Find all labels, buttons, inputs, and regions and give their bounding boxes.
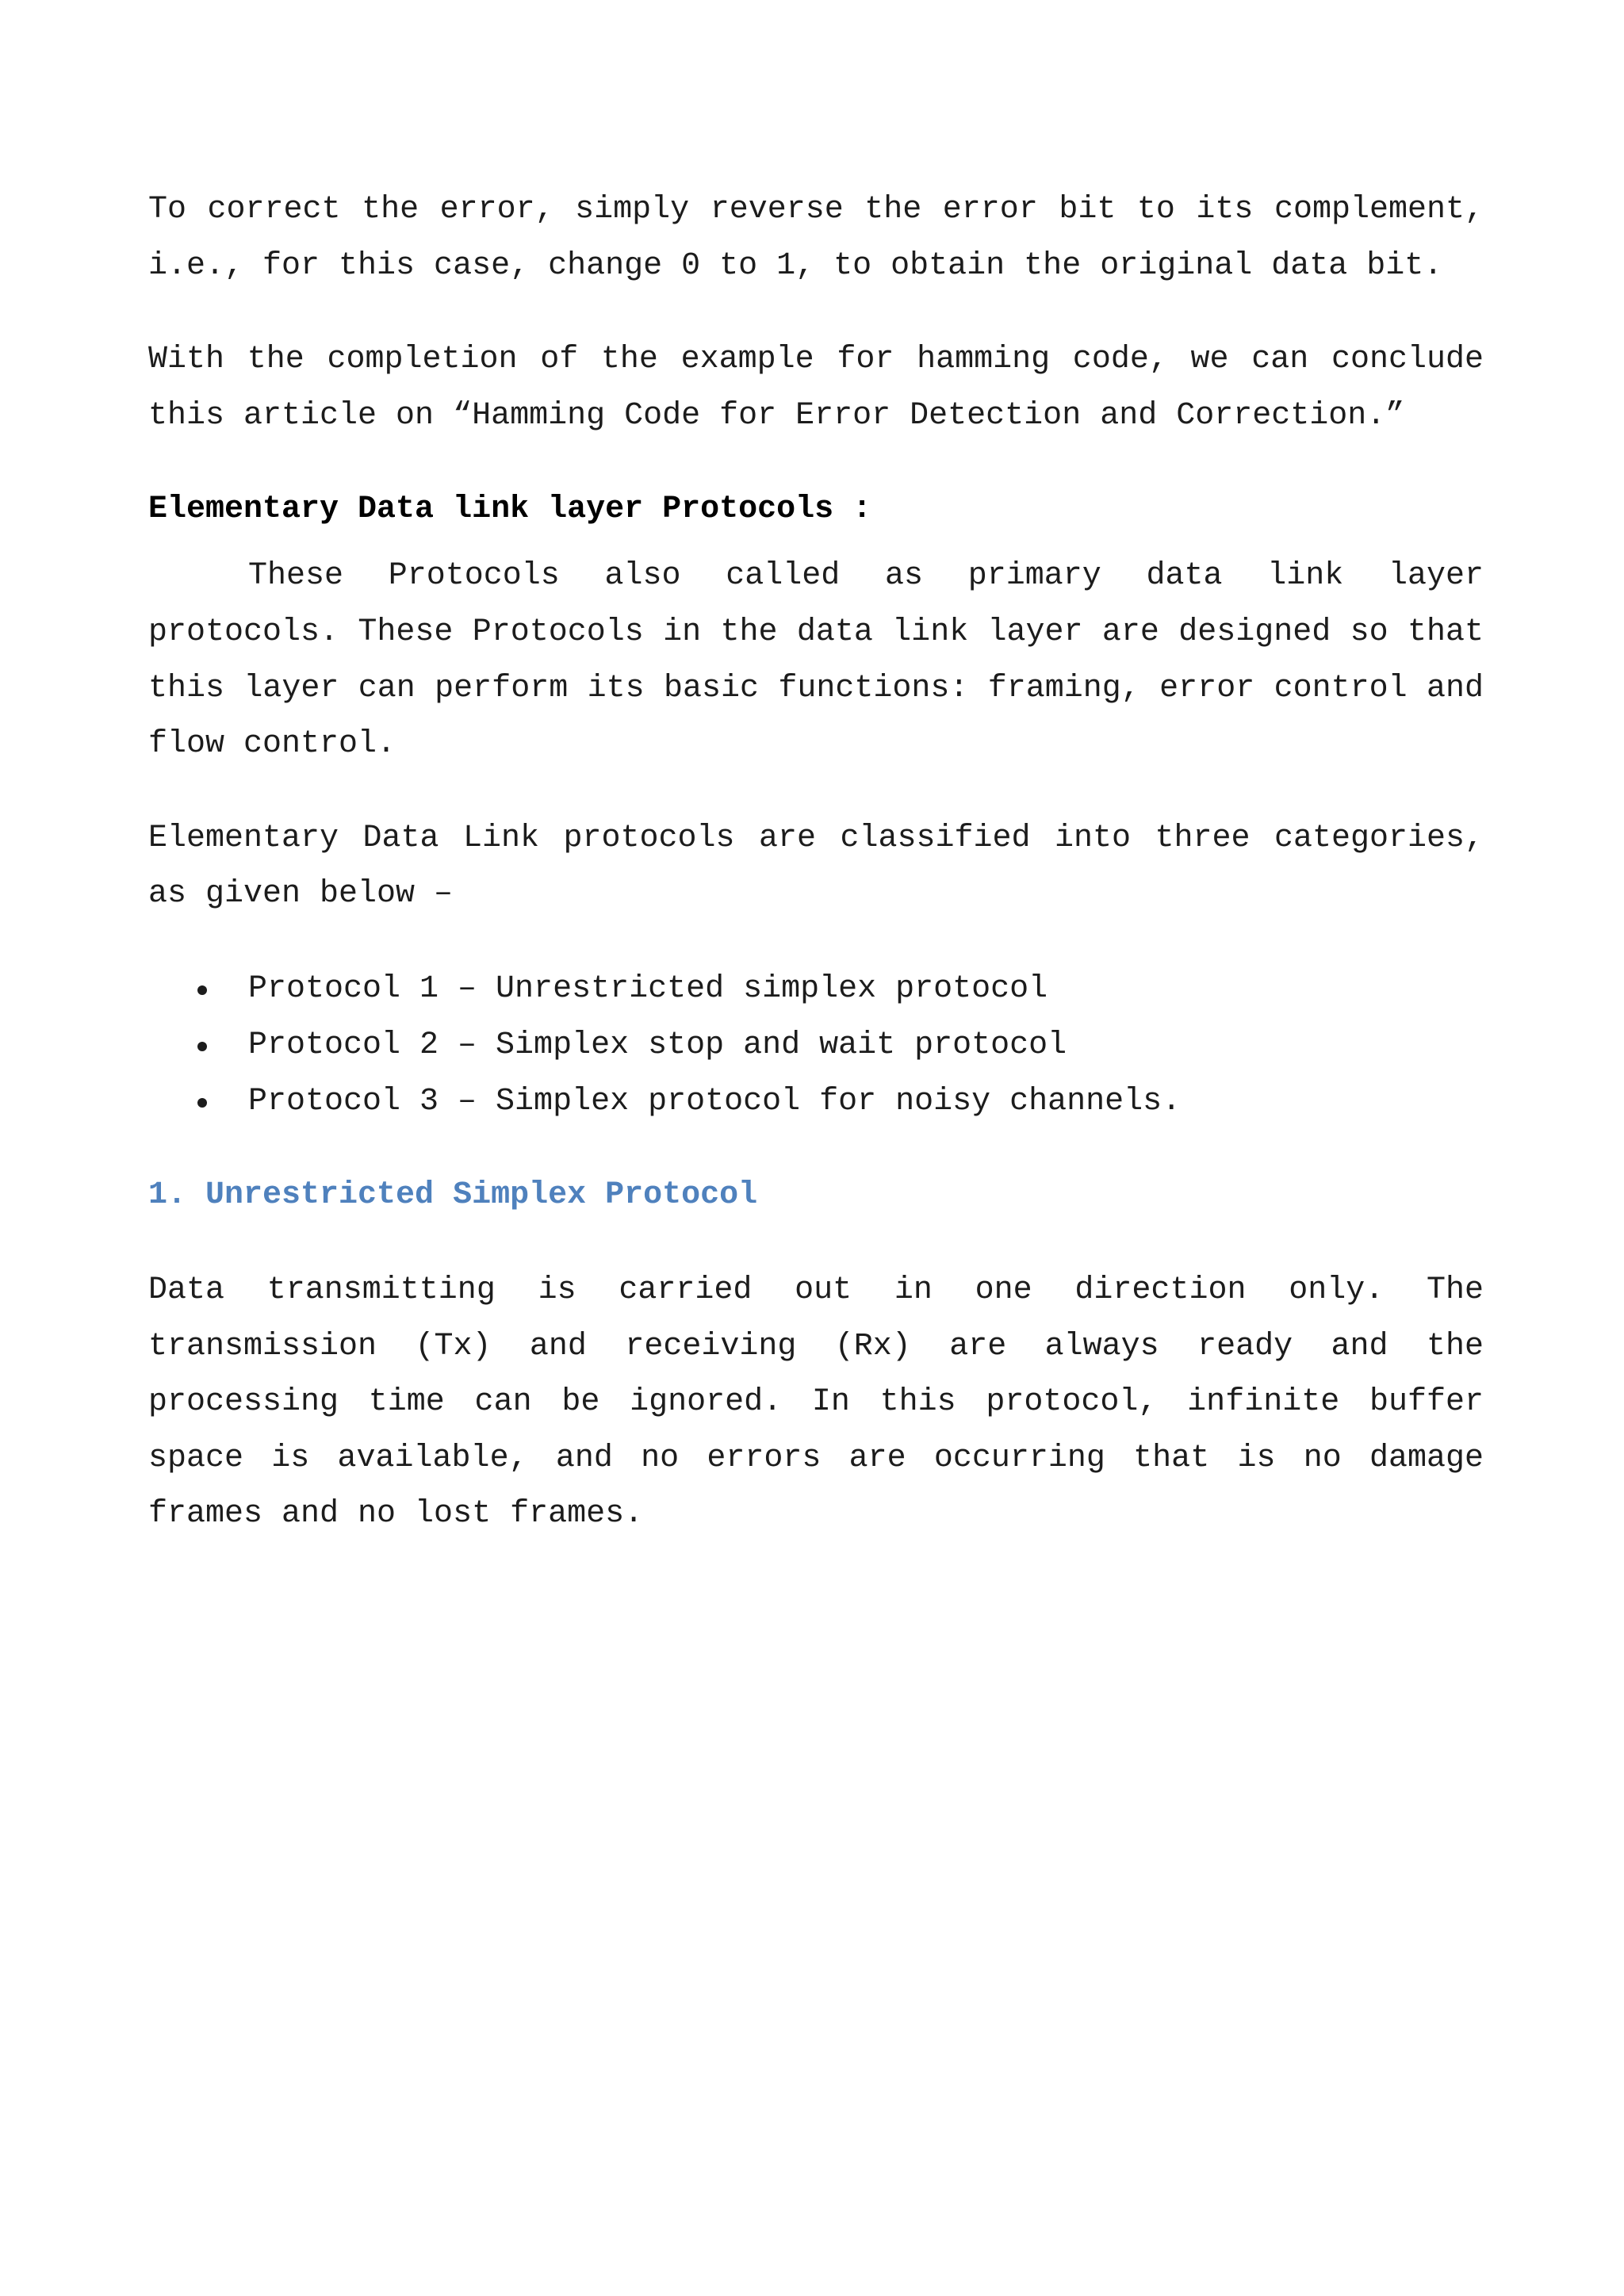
bullet-icon <box>197 985 207 995</box>
list-item-text: Protocol 1 – Unrestricted simplex protocol <box>248 970 1048 1007</box>
subsection-heading: 1. Unrestricted Simplex Protocol <box>148 1177 758 1213</box>
document-page <box>148 182 1484 1543</box>
paragraph-categories: Elementary Data Link protocols are classified into three categories, as given below – <box>148 820 1484 913</box>
protocol-list <box>148 961 1484 1130</box>
paragraph-error-correction: To correct the error, simply reverse the error bit to its complement, i.e., for this case, change 0 to 1, to obtain the original data bit. <box>148 192 1484 284</box>
paragraph-protocols-intro: These Protocols also called as primary data link layer protocols. These Protocols in the data link layer are designed so that this layer can perform its basic functions: framing, error control and flow control. <box>148 558 1484 763</box>
list-item <box>148 1017 1484 1073</box>
bullet-icon <box>197 1042 207 1051</box>
list-item <box>148 1073 1484 1130</box>
list-item-text: Protocol 3 – Simplex protocol for noisy channels. <box>248 1083 1182 1119</box>
list-item-text: Protocol 2 – Simplex stop and wait protocol <box>248 1027 1067 1063</box>
bullet-icon <box>197 1098 207 1108</box>
section-heading: Elementary Data link layer Protocols : <box>148 492 872 528</box>
list-item <box>148 961 1484 1017</box>
paragraph-simplex-protocol: Data transmitting is carried out in one direction only. The transmission (Tx) and receiving (Rx) are always ready and the processing time can be ignored. In this protocol, infinite buffer space is available, and no errors are occurring that is no damage frames and no lost frames. <box>148 1272 1484 1533</box>
paragraph-conclusion: With the completion of the example for hamming code, we can conclude this article on “Hamming Code for Error Detection and Correction.” <box>148 342 1484 434</box>
